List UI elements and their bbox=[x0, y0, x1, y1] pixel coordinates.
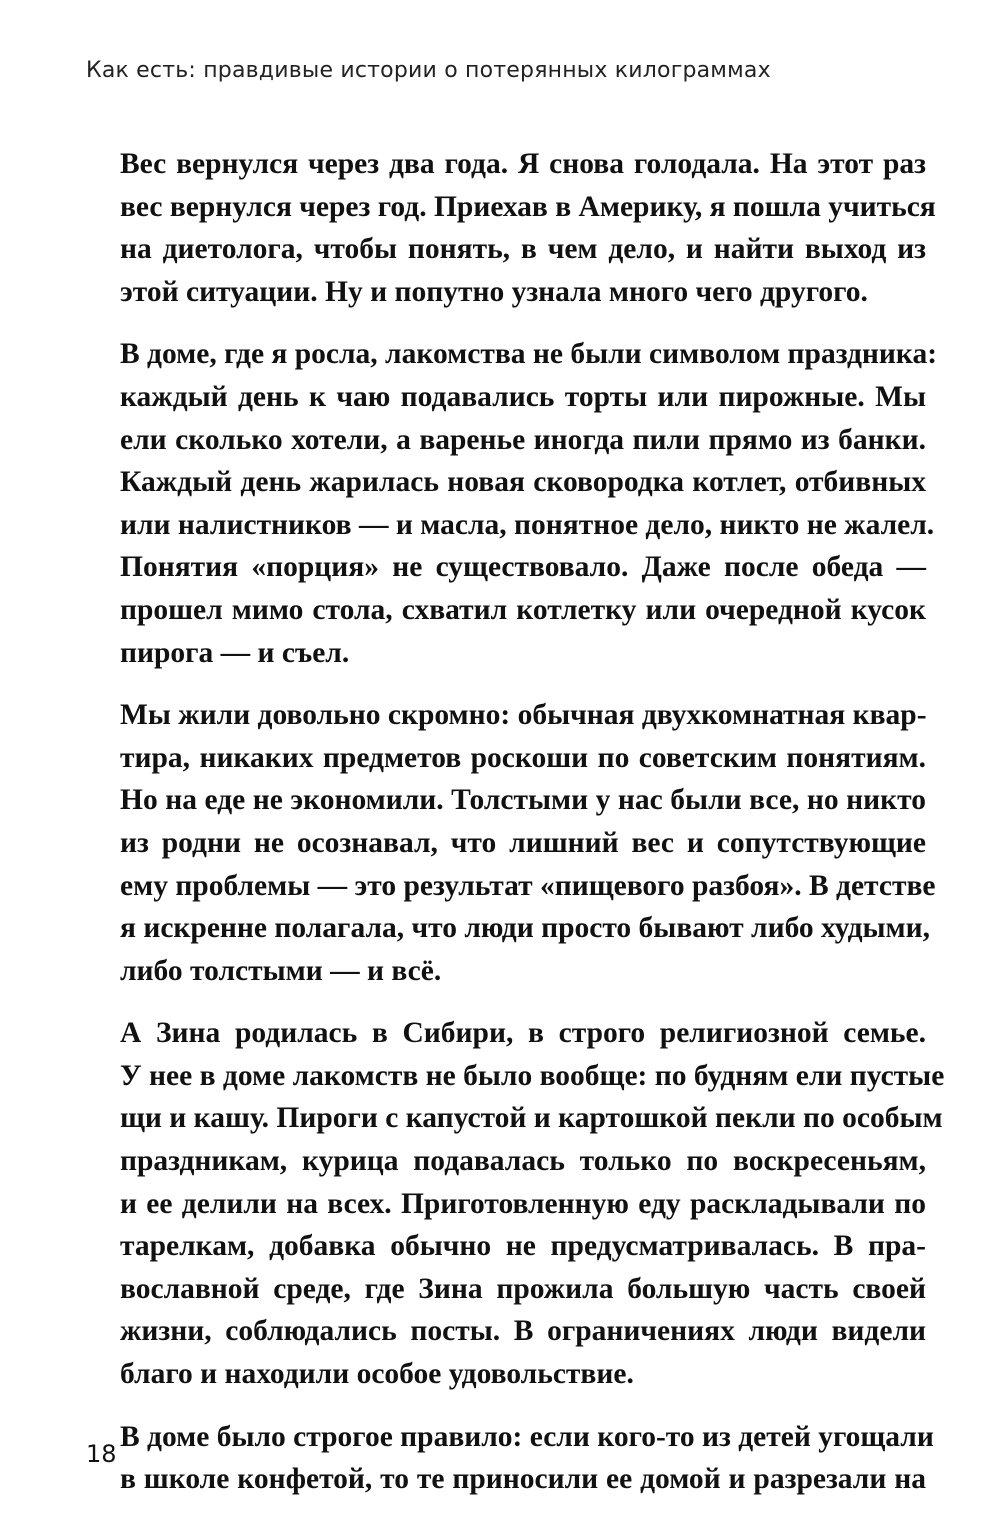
text-line: Мы жили довольно скромно: обычная двухкомнатная квар- bbox=[120, 699, 927, 732]
paragraph bbox=[120, 1012, 945, 1395]
paragraph bbox=[120, 1416, 934, 1501]
text-line: жизни, соблюдались посты. В ограничениях люди видели bbox=[120, 1315, 926, 1348]
page-number: 18 bbox=[86, 1440, 117, 1468]
text-line: благо и находили особое удовольствие. bbox=[120, 1358, 634, 1391]
text-line: В доме было строгое правило: если кого-то из детей угощали bbox=[120, 1420, 934, 1453]
text-line: на диетолога, чтобы понять, в чем дело, и найти выход из bbox=[120, 233, 926, 266]
text-line: прошел мимо стола, схватил котлетку или очередной кусок bbox=[120, 593, 926, 626]
text-line: Каждый день жарилась новая сковородка котлет, отбивных bbox=[120, 466, 926, 499]
text-line: или налистников — и масла, понятное дело, никто не жалел. bbox=[120, 508, 935, 541]
text-line: У нее в доме лакомств не было вообще: по будням ели пустые bbox=[120, 1059, 945, 1092]
text-line: Вес вернулся через два года. Я снова голодала. На этот раз bbox=[120, 148, 926, 180]
text-line: ему проблемы — это результат «пищевого разбоя». В детстве bbox=[120, 869, 936, 902]
text-line: в школе конфетой, то те приносили ее домой и разрезали на bbox=[120, 1463, 926, 1496]
text-line: А Зина родилась в Сибири, в строго религиозной семье. bbox=[120, 1017, 926, 1050]
running-head: Как есть: правдивые истории о потерянных килограммах bbox=[86, 58, 771, 83]
text-line: ели сколько хотели, а варенье иногда пили прямо из банки. bbox=[120, 423, 926, 456]
text-line: этой ситуации. Ну и попутно узнала много чего другого. bbox=[120, 275, 868, 308]
text-line: пирога — и съел. bbox=[120, 636, 350, 669]
paragraph bbox=[120, 694, 936, 992]
text-line: щи и кашу. Пироги с капустой и картошкой пекли по особым bbox=[120, 1102, 943, 1135]
text-line: вес вернулся через год. Приехав в Америку, я пошла учиться bbox=[120, 190, 936, 223]
text-line: Понятия «порция» не существовало. Даже после обеда — bbox=[120, 551, 926, 584]
paragraph bbox=[120, 333, 938, 674]
text-line: тарелкам, добавка обычно не предусматривалась. В пра- bbox=[120, 1230, 926, 1263]
text-line: праздникам, курица подавалась только по воскресеньям, bbox=[120, 1145, 926, 1178]
text-line: каждый день к чаю подавались торты или пирожные. Мы bbox=[120, 380, 926, 413]
text-line: я искренне полагала, что люди просто бывают либо худыми, bbox=[120, 912, 930, 945]
text-line: В доме, где я росла, лакомства не были символом праздника: bbox=[120, 338, 938, 371]
text-line: Но на еде не экономили. Толстыми у нас были все, но никто bbox=[120, 784, 926, 817]
text-line: либо толстыми — и всё. bbox=[120, 954, 442, 987]
text-line: и ее делили на всех. Приготовленную еду раскладывали по bbox=[120, 1187, 926, 1220]
text-line: из родни не осознавал, что лишний вес и сопутствующие bbox=[120, 826, 926, 859]
text-line: вославной среде, где Зина прожила большую часть своей bbox=[120, 1272, 926, 1305]
text-line: тира, никаких предметов роскоши по советским понятиям. bbox=[120, 741, 926, 774]
body-text bbox=[120, 143, 945, 1521]
paragraph bbox=[120, 143, 936, 313]
